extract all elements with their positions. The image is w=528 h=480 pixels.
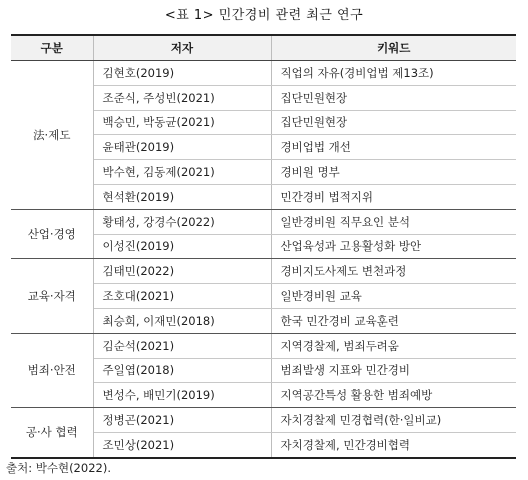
keyword-cell: 직업의 자유(경비업법 제13조) bbox=[271, 61, 516, 86]
author-cell: 이성진(2019) bbox=[93, 234, 271, 259]
author-cell: 정병곤(2021) bbox=[93, 408, 271, 433]
keyword-cell: 일반경비원 직무요인 분석 bbox=[271, 209, 516, 234]
keyword-cell: 일반경비원 교육 bbox=[271, 284, 516, 309]
category-cell: 범죄·안전 bbox=[11, 333, 93, 407]
author-cell: 변성수, 배민기(2019) bbox=[93, 383, 271, 408]
keyword-cell: 집단민원현장 bbox=[271, 85, 516, 110]
author-cell: 백승민, 박동균(2021) bbox=[93, 110, 271, 135]
header-author: 저자 bbox=[93, 35, 271, 61]
author-cell: 김순석(2021) bbox=[93, 333, 271, 358]
author-cell: 주일엽(2018) bbox=[93, 358, 271, 383]
author-cell: 황태성, 강경수(2022) bbox=[93, 209, 271, 234]
category-cell: 공·사 협력 bbox=[11, 408, 93, 458]
keyword-cell: 민간경비 법적지위 bbox=[271, 184, 516, 209]
research-table bbox=[11, 34, 516, 459]
keyword-cell: 지역공간특성 활용한 범죄예방 bbox=[271, 383, 516, 408]
header-keyword: 키워드 bbox=[271, 35, 516, 61]
keyword-cell: 경비업법 개선 bbox=[271, 135, 516, 160]
table-row bbox=[11, 333, 516, 358]
author-cell: 윤태관(2019) bbox=[93, 135, 271, 160]
author-cell: 최승희, 이재민(2018) bbox=[93, 308, 271, 333]
author-cell: 김현호(2019) bbox=[93, 61, 271, 86]
author-cell: 박수현, 김동제(2021) bbox=[93, 160, 271, 185]
keyword-cell: 산업육성과 고용활성화 방안 bbox=[271, 234, 516, 259]
keyword-cell: 집단민원현장 bbox=[271, 110, 516, 135]
category-cell: 法·제도 bbox=[11, 61, 93, 210]
keyword-cell: 지역경찰제, 범죄두려움 bbox=[271, 333, 516, 358]
author-cell: 조호대(2021) bbox=[93, 284, 271, 309]
keyword-cell: 경비원 명부 bbox=[271, 160, 516, 185]
table-row bbox=[11, 209, 516, 234]
keyword-cell: 경비지도사제도 변천과정 bbox=[271, 259, 516, 284]
source-note: 출처: 박수현(2022). bbox=[6, 461, 111, 475]
category-cell: 산업·경영 bbox=[11, 209, 93, 259]
keyword-cell: 한국 민간경비 교육훈련 bbox=[271, 308, 516, 333]
keyword-cell: 자치경찰제, 민간경비협력 bbox=[271, 432, 516, 457]
header-category: 구분 bbox=[11, 35, 93, 61]
author-cell: 조준식, 주성빈(2021) bbox=[93, 85, 271, 110]
table-row bbox=[11, 408, 516, 433]
keyword-cell: 자치경찰제 민경협력(한·일비교) bbox=[271, 408, 516, 433]
author-cell: 김태민(2022) bbox=[93, 259, 271, 284]
category-cell: 교육·자격 bbox=[11, 259, 93, 333]
table-row bbox=[11, 259, 516, 284]
table-caption: <표 1> 민간경비 관련 최근 연구 bbox=[164, 8, 364, 23]
author-cell: 조민상(2021) bbox=[93, 432, 271, 457]
author-cell: 현석환(2019) bbox=[93, 184, 271, 209]
table-header-row bbox=[11, 35, 516, 61]
table-body bbox=[11, 61, 516, 458]
keyword-cell: 범죄발생 지표와 민간경비 bbox=[271, 358, 516, 383]
table-row bbox=[11, 61, 516, 86]
